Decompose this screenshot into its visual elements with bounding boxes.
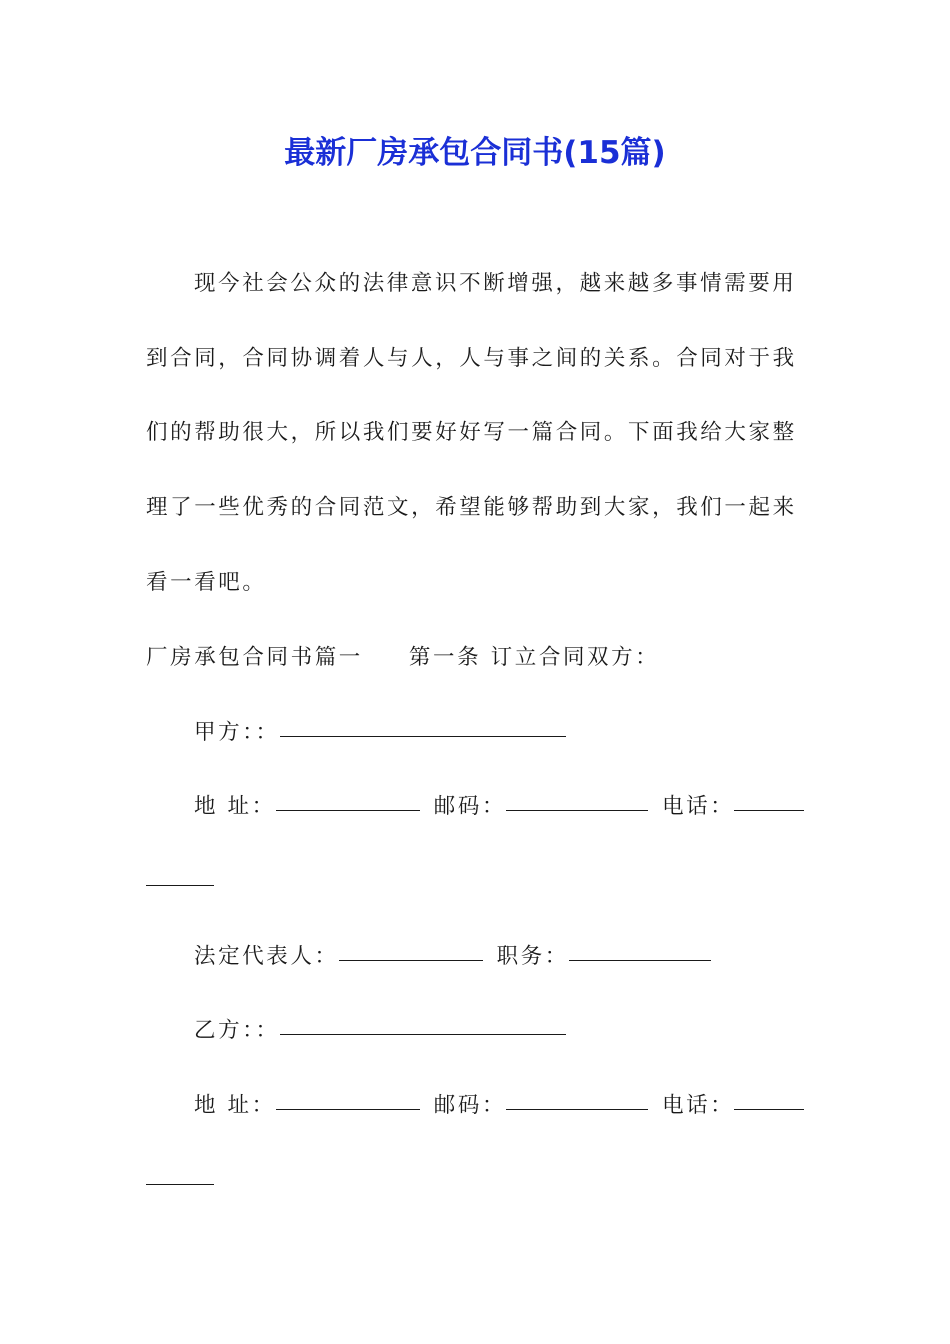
party-a-contact-line — [194, 787, 854, 827]
party-b-postcode-blank[interactable] — [506, 1108, 648, 1110]
intro-line-4: 理了一些优秀的合同范文，希望能够帮助到大家，我们一起来 — [146, 495, 797, 520]
intro-line-2: 到合同，合同协调着人与人，人与事之间的关系。合同对于我 — [146, 346, 797, 371]
section-heading-line — [146, 638, 806, 678]
party-a-rep-line — [194, 937, 854, 977]
party-a-postcode-label: 邮码： — [433, 794, 507, 819]
party-b-address-label: 地 址： — [194, 1093, 276, 1118]
party-a-position-blank[interactable] — [569, 959, 711, 961]
party-a-postcode-blank[interactable] — [506, 809, 648, 811]
party-b-phone-continued — [146, 1161, 806, 1201]
intro-line-3: 们的帮助很大，所以我们要好好写一篇合同。下面我给大家整 — [146, 420, 797, 445]
party-b-label: 乙方：： — [194, 1018, 280, 1043]
party-b-phone-label: 电话： — [662, 1093, 735, 1118]
party-a-phone-blank[interactable] — [734, 809, 804, 811]
party-b-phone-blank-cont[interactable] — [146, 1183, 214, 1185]
party-a-address-blank[interactable] — [276, 809, 420, 811]
party-b-phone-blank[interactable] — [734, 1108, 804, 1110]
intro-line-1: 现今社会公众的法律意识不断增强，越来越多事情需要用 — [194, 271, 797, 296]
party-a-line — [194, 713, 854, 753]
party-b-line — [194, 1011, 854, 1051]
document-title: 最新厂房承包合同书(15篇) — [284, 135, 666, 171]
party-a-phone-label: 电话： — [662, 794, 735, 819]
party-b-address-blank[interactable] — [276, 1108, 420, 1110]
party-a-position-label: 职务： — [496, 944, 569, 969]
section-heading: 厂房承包合同书篇一 — [146, 645, 363, 670]
party-a-label: 甲方：： — [194, 720, 280, 745]
intro-line-5: 看一看吧。 — [146, 570, 267, 595]
party-b-blank[interactable] — [280, 1033, 566, 1035]
party-b-contact-line — [194, 1086, 854, 1126]
article-one: 第一条 订立合同双方： — [408, 645, 660, 670]
party-a-rep-label: 法定代表人： — [194, 944, 339, 969]
party-b-postcode-label: 邮码： — [433, 1093, 507, 1118]
party-a-rep-blank[interactable] — [339, 959, 483, 961]
party-a-phone-continued — [146, 862, 806, 902]
party-a-blank[interactable] — [280, 735, 566, 737]
party-a-address-label: 地 址： — [194, 794, 276, 819]
party-a-phone-blank-cont[interactable] — [146, 884, 214, 886]
